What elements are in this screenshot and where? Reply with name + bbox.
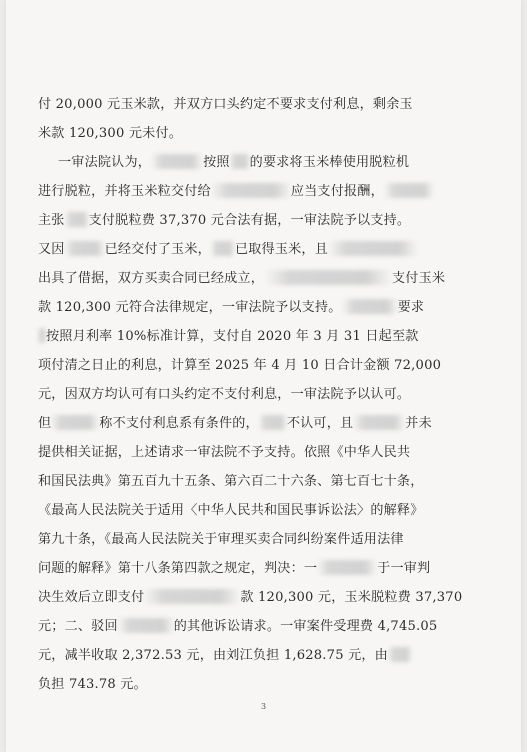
text-segment: 元，因双方均认可有口头约定不支付利息，一审法院予以认可。 [38,387,411,402]
redaction-blur [51,415,99,430]
redaction-blur [65,241,105,256]
text-segment: 称不支付利息系有条件的， [99,416,259,431]
text-segment: 负担 743.78 元。 [38,677,147,692]
text-segment: 的要求将玉米棒使用脱粒机 [249,155,410,170]
text-segment: 提供相关证据，上述请求一审法院不予支持。依照《中华人民共 [38,445,411,460]
text-line [38,180,521,199]
text-line [38,296,521,315]
text-segment: 要求 [397,300,425,315]
text-segment: 于一审判 [377,561,431,576]
text-segment: 和国民法典》第五百九十五条、第六百二十六条、第七百七十条， [38,474,424,489]
text-line [38,615,521,634]
text-line [38,122,521,141]
redaction-blur [388,647,412,662]
redaction-blur [211,183,291,198]
text-line [38,586,521,605]
redaction-blur [151,154,203,169]
redaction-blur [65,212,89,227]
text-line [38,470,521,489]
text-line [38,673,521,692]
redaction-blur [144,589,240,604]
text-segment: 米款 120,300 元未付。 [38,126,183,141]
text-line [38,557,521,576]
text-segment: 第九十条，《最高人民法院关于审理买卖合同纠纷案件适用法律 [38,532,404,547]
text-segment: 问题的解释》第十八条第四款之规定，判决：一 [38,561,318,576]
text-segment: 一审法院认为， [58,155,152,170]
text-line [38,354,521,373]
text-segment: 决生效后立即支付 [38,590,145,605]
text-segment: 按照 [203,155,230,170]
text-line [38,528,521,547]
text-line [38,441,521,460]
page-number: 3 [260,702,267,711]
redaction-blur [38,328,46,343]
document-page [6,0,521,752]
text-segment: 出具了借据，双方买卖合同已经成立， [38,271,264,286]
text-line [38,383,521,402]
text-line [38,93,521,112]
redaction-blur [259,415,287,430]
redaction-blur [118,618,174,633]
text-segment: 应当支付报酬， [290,184,384,199]
redaction-blur [353,415,405,430]
text-segment: 但 [38,416,52,431]
text-line [38,209,521,228]
redaction-blur [328,241,418,256]
text-segment: 已取得玉米，且 [234,242,329,257]
text-segment: 支付玉米 [392,271,446,286]
redaction-blur [317,560,377,575]
text-segment: 并未 [405,416,432,431]
text-segment: 元；二、驳回 [38,619,118,634]
text-line [38,238,521,257]
text-line [38,499,521,518]
text-segment: 付 20,000 元玉米款，并双方口头约定不要求支付利息，剩余玉 [38,97,413,112]
redaction-blur [384,183,434,198]
text-line [38,412,521,431]
text-segment: 项付清之日止的利息，计算至 2025 年 4 月 10 日合计金额 72,000 [38,358,442,373]
text-line [58,151,521,170]
redaction-blur [264,270,392,285]
text-segment: 元，减半收取 2,372.53 元，由刘江负担 1,628.75 元，由 [38,648,388,663]
text-segment: 不认可，且 [286,416,354,431]
redaction-blur [211,241,235,256]
text-segment: 《最高人民法院关于适用〈中华人民共和国民事诉讼法〉的解释》 [38,503,424,518]
text-segment: 款 120,300 元，玉米脱粒费 37,370 [240,590,463,605]
text-segment: 款 120,300 元符合法律规定，一审法院予以支持。 [38,300,342,315]
text-line [38,267,521,286]
text-segment: 又因 [38,242,65,257]
text-line [38,644,521,663]
text-line [38,325,521,344]
text-segment: 已经交付了玉米， [104,242,211,257]
text-segment: 的其他诉讼请求。一审案件受理费 4,745.05 [173,619,438,634]
redaction-blur [230,154,250,169]
text-segment: 按照月利率 10%标准计算，支付自 2020 年 3 月 31 日起至款 [46,329,419,344]
redaction-blur [342,299,398,314]
text-segment: 支付脱粒费 37,370 元合法有据，一审法院予以支持。 [88,213,411,228]
text-segment: 主张 [38,213,65,228]
text-segment: 进行脱粒，并将玉米粒交付给 [38,184,211,199]
